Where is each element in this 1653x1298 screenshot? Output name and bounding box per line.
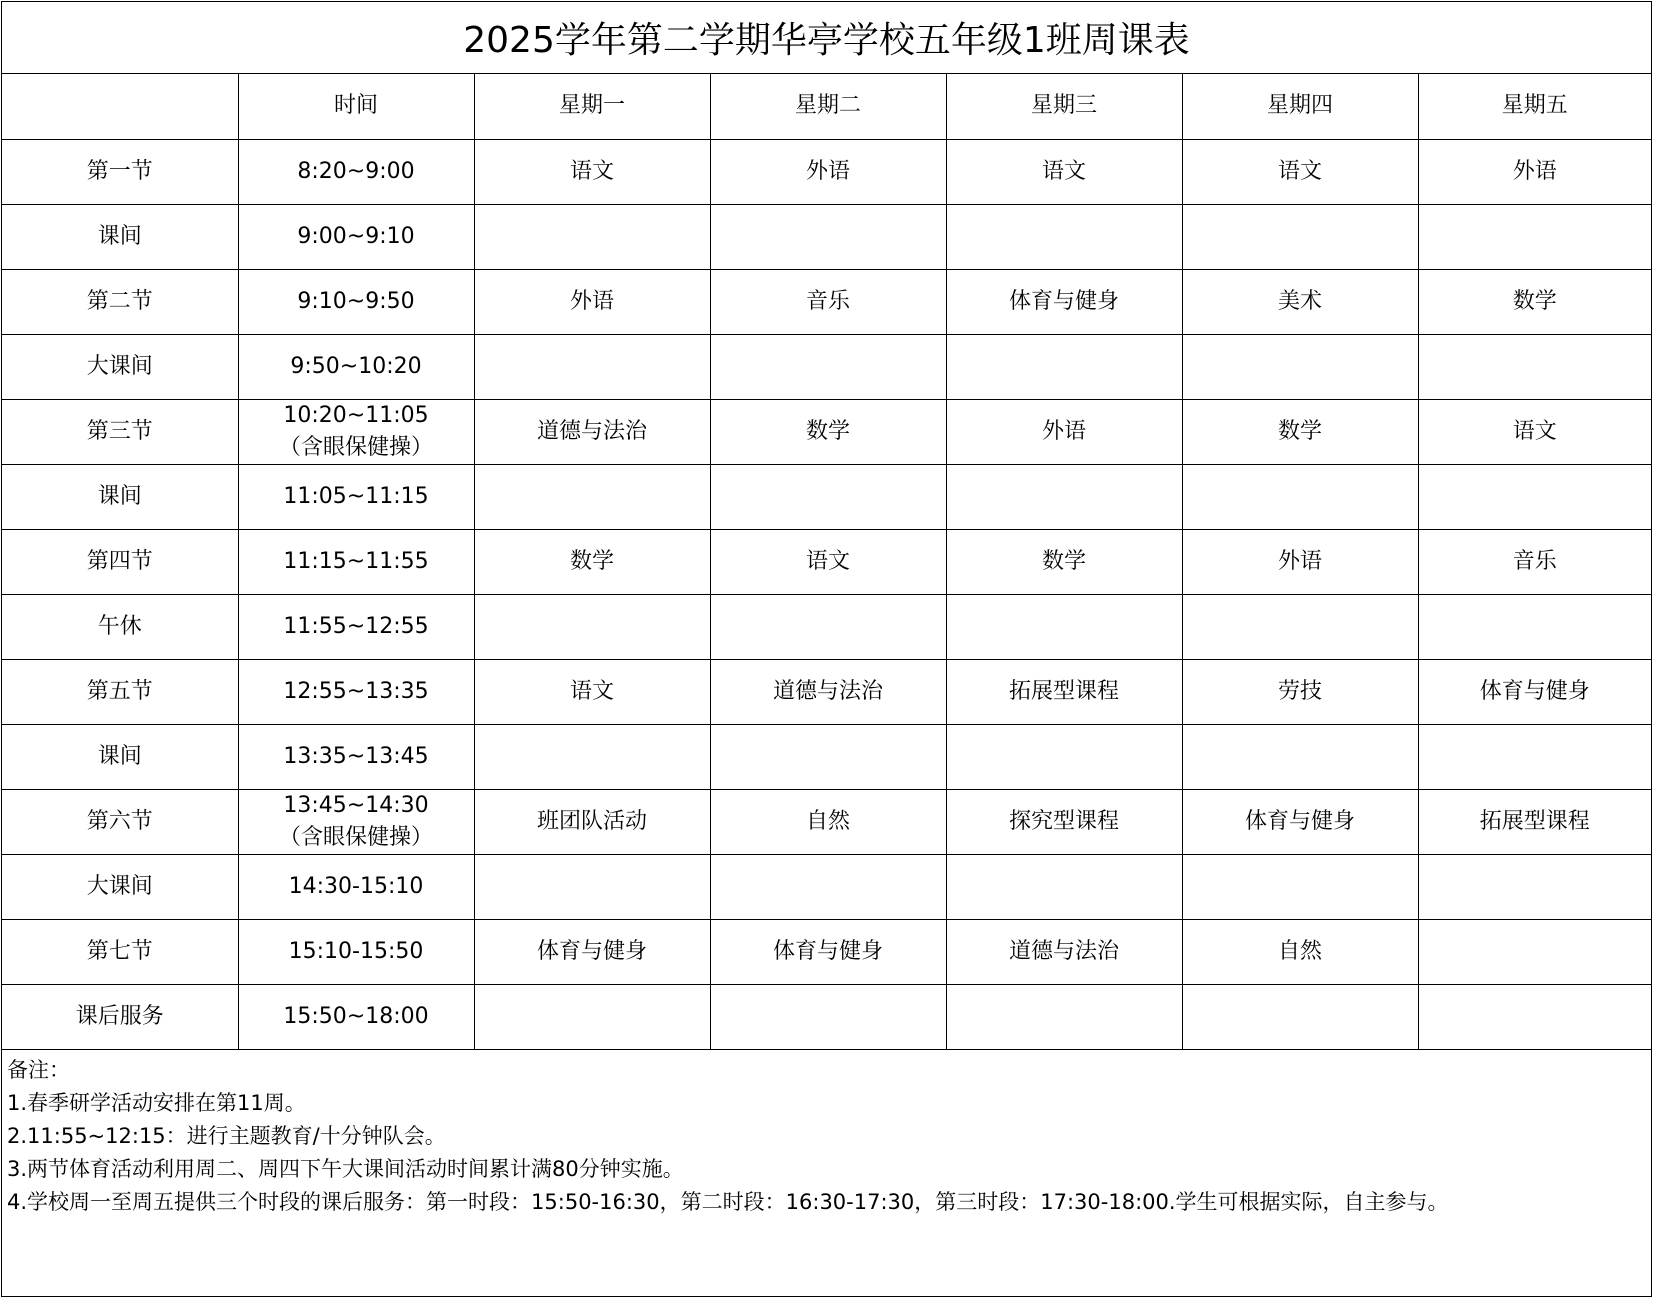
time-range: 9:00~9:10 bbox=[297, 223, 415, 249]
time-cell bbox=[238, 139, 474, 204]
class-cell-tuesday bbox=[710, 334, 946, 399]
class-cell-friday: 数学 bbox=[1418, 269, 1651, 334]
timetable-sheet bbox=[1, 1, 1652, 1297]
class-cell-monday bbox=[474, 854, 710, 919]
schedule-row bbox=[2, 139, 1651, 204]
time-cell bbox=[238, 334, 474, 399]
header-cell-friday: 星期五 bbox=[1418, 74, 1651, 139]
time-range: 11:55~12:55 bbox=[283, 613, 429, 639]
class-cell-wednesday: 数学 bbox=[946, 529, 1182, 594]
time-range: 15:10-15:50 bbox=[288, 938, 424, 964]
time-range: 14:30-15:10 bbox=[288, 873, 424, 899]
schedule-row bbox=[2, 854, 1651, 919]
time-range: 8:20~9:00 bbox=[297, 158, 415, 184]
note-item: 3.两节体育活动利用周二、周四下午大课间活动时间累计满80分钟实施。 bbox=[7, 1156, 684, 1181]
class-cell-thursday bbox=[1182, 594, 1418, 659]
class-cell-thursday: 自然 bbox=[1182, 919, 1418, 984]
period-cell: 第二节 bbox=[2, 269, 238, 334]
notes-heading: 备注： bbox=[7, 1057, 70, 1082]
time-cell bbox=[238, 854, 474, 919]
class-cell-tuesday bbox=[710, 464, 946, 529]
class-cell-thursday: 外语 bbox=[1182, 529, 1418, 594]
period-cell: 第七节 bbox=[2, 919, 238, 984]
class-cell-thursday bbox=[1182, 854, 1418, 919]
schedule-row bbox=[2, 789, 1651, 854]
schedule-row bbox=[2, 269, 1651, 334]
class-cell-friday: 拓展型课程 bbox=[1418, 789, 1651, 854]
schedule-row bbox=[2, 334, 1651, 399]
class-cell-wednesday bbox=[946, 724, 1182, 789]
time-range: 11:05~11:15 bbox=[283, 483, 429, 509]
class-cell-friday bbox=[1418, 204, 1651, 269]
class-cell-wednesday bbox=[946, 204, 1182, 269]
class-cell-wednesday: 道德与法治 bbox=[946, 919, 1182, 984]
class-cell-wednesday bbox=[946, 984, 1182, 1049]
time-cell bbox=[238, 204, 474, 269]
time-cell bbox=[238, 529, 474, 594]
class-cell-friday bbox=[1418, 334, 1651, 399]
schedule-row bbox=[2, 919, 1651, 984]
class-cell-monday bbox=[474, 724, 710, 789]
page-title: 2025学年第二学期华亭学校五年级1班周课表 bbox=[2, 2, 1651, 74]
class-cell-friday bbox=[1418, 984, 1651, 1049]
class-cell-monday: 班团队活动 bbox=[474, 789, 710, 854]
time-note: （含眼保健操） bbox=[278, 824, 433, 850]
note-item: 1.春季研学活动安排在第11周。 bbox=[7, 1090, 306, 1115]
time-range: 9:50~10:20 bbox=[290, 353, 422, 379]
period-cell: 第六节 bbox=[2, 789, 238, 854]
class-cell-tuesday bbox=[710, 594, 946, 659]
class-cell-tuesday: 道德与法治 bbox=[710, 659, 946, 724]
schedule-row bbox=[2, 594, 1651, 659]
class-cell-monday bbox=[474, 594, 710, 659]
class-cell-tuesday: 音乐 bbox=[710, 269, 946, 334]
time-cell bbox=[238, 984, 474, 1049]
time-range: 10:20~11:05 bbox=[283, 402, 429, 428]
time-range: 13:35~13:45 bbox=[283, 743, 429, 769]
class-cell-thursday bbox=[1182, 724, 1418, 789]
period-cell: 课间 bbox=[2, 724, 238, 789]
class-cell-wednesday bbox=[946, 464, 1182, 529]
class-cell-monday bbox=[474, 204, 710, 269]
time-range: 13:45~14:30 bbox=[283, 792, 429, 818]
class-cell-monday: 体育与健身 bbox=[474, 919, 710, 984]
class-cell-thursday bbox=[1182, 984, 1418, 1049]
header-cell-tuesday: 星期二 bbox=[710, 74, 946, 139]
class-cell-monday: 语文 bbox=[474, 659, 710, 724]
class-cell-tuesday: 外语 bbox=[710, 139, 946, 204]
period-cell: 课间 bbox=[2, 204, 238, 269]
class-cell-thursday bbox=[1182, 464, 1418, 529]
class-cell-thursday: 数学 bbox=[1182, 399, 1418, 464]
schedule-row bbox=[2, 204, 1651, 269]
class-cell-wednesday: 语文 bbox=[946, 139, 1182, 204]
schedule-row bbox=[2, 724, 1651, 789]
schedule-row bbox=[2, 984, 1651, 1049]
class-cell-wednesday: 外语 bbox=[946, 399, 1182, 464]
header-row bbox=[2, 74, 1651, 139]
period-cell: 课间 bbox=[2, 464, 238, 529]
class-cell-monday: 外语 bbox=[474, 269, 710, 334]
class-cell-tuesday: 自然 bbox=[710, 789, 946, 854]
time-cell bbox=[238, 659, 474, 724]
schedule-row bbox=[2, 464, 1651, 529]
class-cell-wednesday: 拓展型课程 bbox=[946, 659, 1182, 724]
class-cell-thursday bbox=[1182, 334, 1418, 399]
class-cell-thursday: 美术 bbox=[1182, 269, 1418, 334]
time-range: 12:55~13:35 bbox=[283, 678, 429, 704]
header-cell-blank bbox=[2, 74, 238, 139]
time-cell bbox=[238, 594, 474, 659]
class-cell-tuesday: 体育与健身 bbox=[710, 919, 946, 984]
time-cell bbox=[238, 464, 474, 529]
time-cell bbox=[238, 269, 474, 334]
period-cell: 大课间 bbox=[2, 334, 238, 399]
class-cell-friday: 音乐 bbox=[1418, 529, 1651, 594]
class-cell-monday: 数学 bbox=[474, 529, 710, 594]
class-cell-friday bbox=[1418, 594, 1651, 659]
schedule-row bbox=[2, 399, 1651, 464]
period-cell: 第五节 bbox=[2, 659, 238, 724]
class-cell-friday: 外语 bbox=[1418, 139, 1651, 204]
period-cell: 第四节 bbox=[2, 529, 238, 594]
schedule-table bbox=[2, 74, 1651, 1050]
class-cell-friday bbox=[1418, 724, 1651, 789]
class-cell-wednesday: 探究型课程 bbox=[946, 789, 1182, 854]
class-cell-tuesday: 数学 bbox=[710, 399, 946, 464]
period-cell: 课后服务 bbox=[2, 984, 238, 1049]
schedule-row bbox=[2, 659, 1651, 724]
header-cell-time: 时间 bbox=[238, 74, 474, 139]
time-cell bbox=[238, 724, 474, 789]
header-cell-wednesday: 星期三 bbox=[946, 74, 1182, 139]
time-note: （含眼保健操） bbox=[278, 434, 433, 460]
time-cell bbox=[238, 919, 474, 984]
class-cell-thursday bbox=[1182, 204, 1418, 269]
class-cell-friday bbox=[1418, 464, 1651, 529]
period-cell: 大课间 bbox=[2, 854, 238, 919]
class-cell-monday bbox=[474, 334, 710, 399]
notes-section bbox=[2, 1050, 1651, 1219]
class-cell-monday: 道德与法治 bbox=[474, 399, 710, 464]
time-range: 11:15~11:55 bbox=[283, 548, 429, 574]
note-item: 2.11:55~12:15：进行主题教育/十分钟队会。 bbox=[7, 1123, 446, 1148]
class-cell-thursday: 体育与健身 bbox=[1182, 789, 1418, 854]
class-cell-monday bbox=[474, 464, 710, 529]
class-cell-friday bbox=[1418, 854, 1651, 919]
class-cell-wednesday: 体育与健身 bbox=[946, 269, 1182, 334]
class-cell-monday bbox=[474, 984, 710, 1049]
time-range: 15:50~18:00 bbox=[283, 1003, 429, 1029]
class-cell-tuesday bbox=[710, 854, 946, 919]
period-cell: 第三节 bbox=[2, 399, 238, 464]
class-cell-friday bbox=[1418, 919, 1651, 984]
time-range: 9:10~9:50 bbox=[297, 288, 415, 314]
class-cell-thursday: 语文 bbox=[1182, 139, 1418, 204]
period-cell: 第一节 bbox=[2, 139, 238, 204]
class-cell-thursday: 劳技 bbox=[1182, 659, 1418, 724]
class-cell-tuesday bbox=[710, 204, 946, 269]
time-cell bbox=[238, 399, 474, 464]
class-cell-wednesday bbox=[946, 334, 1182, 399]
class-cell-tuesday: 语文 bbox=[710, 529, 946, 594]
period-cell: 午休 bbox=[2, 594, 238, 659]
class-cell-friday: 语文 bbox=[1418, 399, 1651, 464]
time-cell bbox=[238, 789, 474, 854]
class-cell-wednesday bbox=[946, 854, 1182, 919]
header-cell-thursday: 星期四 bbox=[1182, 74, 1418, 139]
schedule-row bbox=[2, 529, 1651, 594]
class-cell-monday: 语文 bbox=[474, 139, 710, 204]
class-cell-wednesday bbox=[946, 594, 1182, 659]
note-item: 4.学校周一至周五提供三个时段的课后服务：第一时段：15:50-16:30，第二时段：16:30-17:30，第三时段：17:30-18:00.学生可根据实际，自主参与。 bbox=[7, 1189, 1449, 1214]
class-cell-friday: 体育与健身 bbox=[1418, 659, 1651, 724]
header-cell-monday: 星期一 bbox=[474, 74, 710, 139]
class-cell-tuesday bbox=[710, 724, 946, 789]
class-cell-tuesday bbox=[710, 984, 946, 1049]
